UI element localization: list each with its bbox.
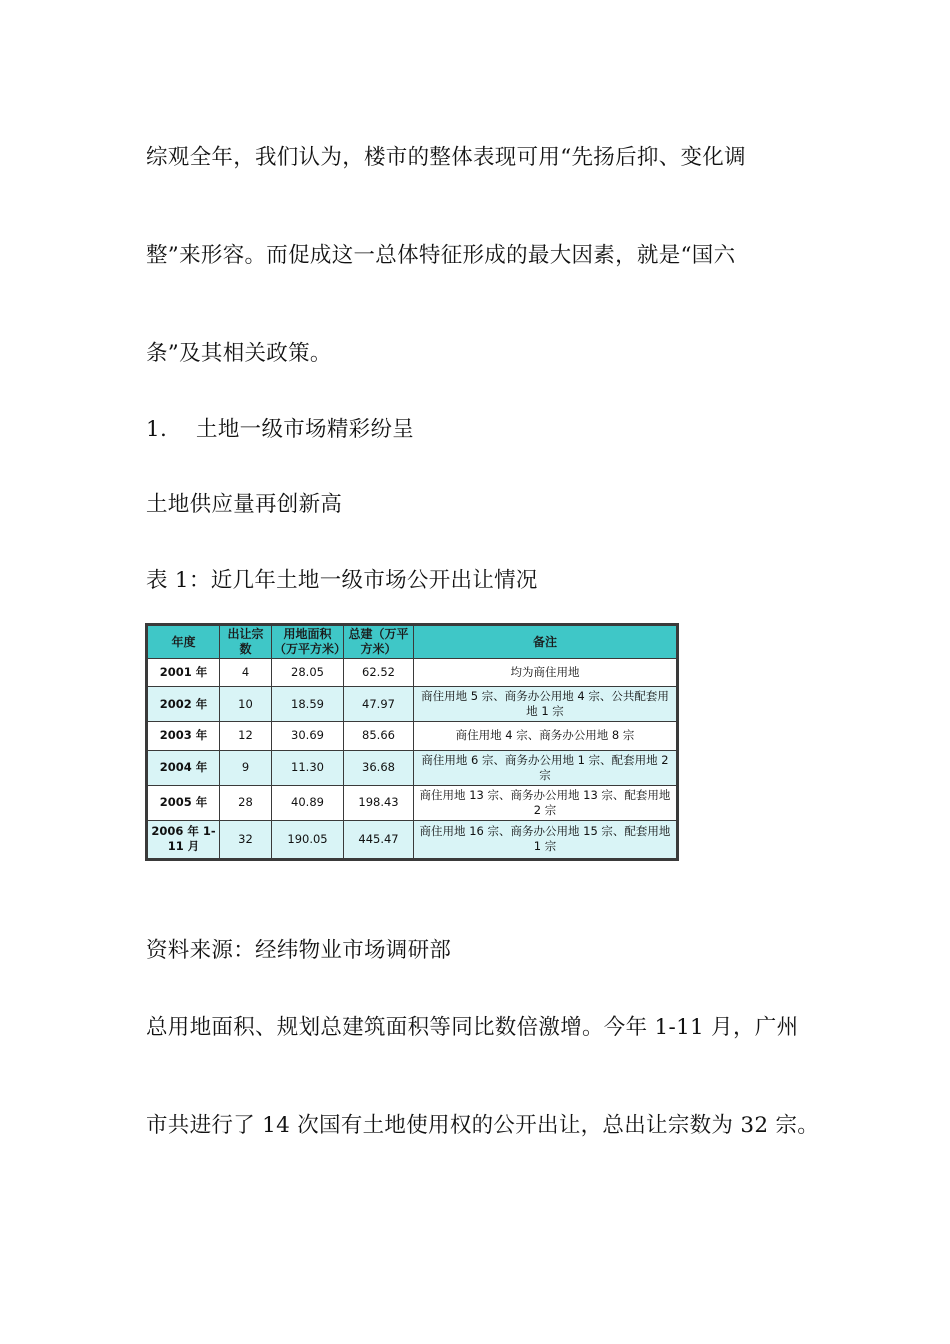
cell-area: 190.05 — [272, 820, 344, 858]
cell-year: 2002 年 — [148, 687, 220, 722]
land-supply-table — [145, 623, 679, 861]
paragraph-1-line-2: 整”来形容。而促成这一总体特征形成的最大因素，就是“国六 — [146, 243, 736, 268]
cell-area: 11.30 — [272, 750, 344, 785]
table-row — [148, 750, 677, 785]
cell-area: 28.05 — [272, 659, 344, 687]
cell-built: 47.97 — [344, 687, 414, 722]
cell-area: 30.69 — [272, 722, 344, 750]
cell-year: 2006 年 1-11 月 — [148, 820, 220, 858]
cell-count: 32 — [220, 820, 272, 858]
cell-built: 198.43 — [344, 785, 414, 820]
cell-count: 10 — [220, 687, 272, 722]
cell-note: 商住用地 6 宗、商务办公用地 1 宗、配套用地 2 宗 — [414, 750, 677, 785]
cell-note: 商住用地 4 宗、商务办公用地 8 宗 — [414, 722, 677, 750]
cell-note: 商住用地 5 宗、商务办公用地 4 宗、公共配套用地 1 宗 — [414, 687, 677, 722]
table-row — [148, 722, 677, 750]
cell-count: 12 — [220, 722, 272, 750]
cell-area: 40.89 — [272, 785, 344, 820]
header-note: 备注 — [414, 626, 677, 659]
cell-year: 2004 年 — [148, 750, 220, 785]
table-row — [148, 785, 677, 820]
cell-year: 2001 年 — [148, 659, 220, 687]
cell-count: 9 — [220, 750, 272, 785]
cell-built: 62.52 — [344, 659, 414, 687]
paragraph-1-line-3: 条”及其相关政策。 — [146, 341, 332, 366]
subheading: 土地供应量再创新高 — [146, 492, 343, 517]
source-note: 资料来源：经纬物业市场调研部 — [146, 938, 452, 963]
cell-built: 85.66 — [344, 722, 414, 750]
cell-area: 18.59 — [272, 687, 344, 722]
section-heading: 1. 土地一级市场精彩纷呈 — [146, 417, 415, 442]
cell-count: 4 — [220, 659, 272, 687]
header-built: 总建（万平方米） — [344, 626, 414, 659]
cell-built: 36.68 — [344, 750, 414, 785]
cell-count: 28 — [220, 785, 272, 820]
table-caption: 表 1：近几年土地一级市场公开出让情况 — [146, 568, 538, 593]
header-count: 出让宗数 — [220, 626, 272, 659]
table-row — [148, 659, 677, 687]
header-area: 用地面积（万平方米） — [272, 626, 344, 659]
cell-year: 2003 年 — [148, 722, 220, 750]
table-header-row — [148, 626, 677, 659]
cell-built: 445.47 — [344, 820, 414, 858]
cell-year: 2005 年 — [148, 785, 220, 820]
paragraph-2-line-2: 市共进行了 14 次国有土地使用权的公开出让，总出让宗数为 32 宗。 — [146, 1113, 820, 1138]
paragraph-1-line-1: 综观全年，我们认为，楼市的整体表现可用“先扬后抑、变化调 — [146, 145, 746, 170]
cell-note: 均为商住用地 — [414, 659, 677, 687]
paragraph-2-line-1: 总用地面积、规划总建筑面积等同比数倍激增。今年 1-11 月，广州 — [146, 1015, 799, 1040]
header-year: 年度 — [148, 626, 220, 659]
cell-note: 商住用地 16 宗、商务办公用地 15 宗、配套用地 1 宗 — [414, 820, 677, 858]
table-row — [148, 820, 677, 858]
cell-note: 商住用地 13 宗、商务办公用地 13 宗、配套用地 2 宗 — [414, 785, 677, 820]
table-row — [148, 687, 677, 722]
